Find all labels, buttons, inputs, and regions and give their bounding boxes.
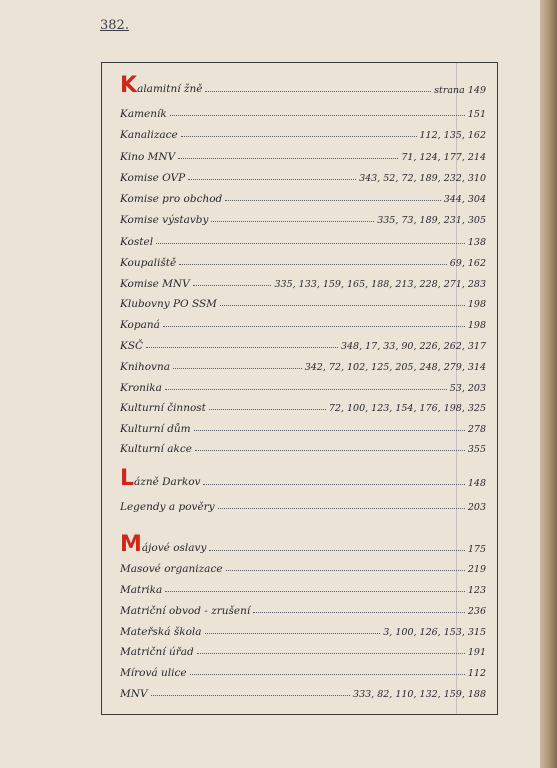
entry-pages: 342, 72, 102, 125, 205, 248, 279, 314 xyxy=(304,362,486,373)
entry-pages: 148 xyxy=(467,478,486,489)
index-entry xyxy=(120,228,486,248)
dot-leader xyxy=(197,653,465,654)
entry-term: Knihovna xyxy=(120,361,171,373)
drop-initial: K xyxy=(120,73,138,98)
drop-initial: L xyxy=(120,466,135,491)
book-binding xyxy=(540,0,557,768)
entry-pages: 343, 52, 72, 189, 232, 310 xyxy=(359,173,486,184)
entry-pages: 3, 100, 126, 153, 315 xyxy=(383,627,486,638)
dot-leader xyxy=(209,550,464,551)
entry-term: Legendy a pověry xyxy=(120,501,215,513)
entry-pages: 335, 133, 159, 165, 188, 213, 228, 271, 283 xyxy=(274,279,486,290)
entry-term: Kino MNV xyxy=(120,151,176,163)
entry-term: Kulturní dům xyxy=(120,423,191,435)
index-entry xyxy=(120,597,486,617)
entry-pages: 151 xyxy=(467,109,486,120)
dot-leader xyxy=(165,591,465,592)
entry-term: Masové organizace xyxy=(120,563,223,575)
dot-leader xyxy=(195,450,465,451)
entry-pages: 203 xyxy=(467,502,486,513)
dot-leader xyxy=(188,179,356,180)
index-entry xyxy=(120,164,486,184)
index-frame xyxy=(101,62,498,715)
entry-pages: 333, 82, 110, 132, 159, 188 xyxy=(353,689,486,700)
entry-pages: 112, 135, 162 xyxy=(419,130,486,141)
index-entry xyxy=(120,311,486,331)
index-entry xyxy=(120,374,486,394)
dot-leader xyxy=(165,389,447,390)
index-entry xyxy=(120,100,486,120)
index-entry xyxy=(120,121,486,141)
entry-term: Kulturní akce xyxy=(120,443,192,455)
entry-term: Komise MNV xyxy=(120,278,190,290)
dot-leader xyxy=(209,409,326,410)
dot-leader xyxy=(178,158,398,159)
dot-leader xyxy=(163,326,465,327)
drop-initial: M xyxy=(120,532,142,557)
entry-pages: 236 xyxy=(467,606,486,617)
index-entry xyxy=(120,415,486,435)
entry-term: Matrika xyxy=(120,584,163,596)
dot-leader xyxy=(193,285,272,286)
index-entry xyxy=(120,576,486,596)
entry-pages: 198 xyxy=(467,320,486,331)
index-entry xyxy=(120,206,486,226)
entry-term: Matriční úřad xyxy=(120,646,194,658)
index-entry xyxy=(120,290,486,310)
entry-pages: 123 xyxy=(467,585,486,596)
entry-term: alamitní žně xyxy=(137,83,203,95)
entry-term: Kameník xyxy=(120,108,167,120)
dot-leader xyxy=(179,264,447,265)
dot-leader xyxy=(205,633,381,634)
dot-leader xyxy=(194,430,465,431)
entry-pages: 191 xyxy=(467,647,486,658)
entry-term: Matriční obvod - zrušení xyxy=(120,605,251,617)
entry-term: Mírová ulice xyxy=(120,667,187,679)
entry-pages: 335, 73, 189, 231, 305 xyxy=(377,215,486,226)
index-entry xyxy=(120,185,486,205)
index-entry xyxy=(120,659,486,679)
entry-term: MNV xyxy=(120,688,148,700)
entry-term: Kostel xyxy=(120,236,154,248)
index-entry xyxy=(120,638,486,658)
dot-leader xyxy=(190,674,465,675)
dot-leader xyxy=(220,305,465,306)
index-entry xyxy=(120,73,486,98)
index-entry xyxy=(120,249,486,269)
dot-leader xyxy=(170,115,465,116)
dot-leader xyxy=(146,347,338,348)
entry-pages: 69, 162 xyxy=(449,258,486,269)
index-entry xyxy=(120,680,486,700)
entry-pages: 344, 304 xyxy=(443,194,486,205)
entry-term: ázně Darkov xyxy=(134,476,201,488)
index-entry xyxy=(120,270,486,290)
index-entry xyxy=(120,618,486,638)
entry-term: Klubovny PO SSM xyxy=(120,298,217,310)
dot-leader xyxy=(203,484,464,485)
index-entry xyxy=(120,332,486,352)
entry-term: KSČ xyxy=(120,340,144,352)
entry-term: Komise OVP xyxy=(120,172,186,184)
dot-leader xyxy=(253,612,465,613)
dot-leader xyxy=(225,200,440,201)
dot-leader xyxy=(151,695,351,696)
entry-pages: 198 xyxy=(467,299,486,310)
entry-pages: 175 xyxy=(467,544,486,555)
index-entry xyxy=(120,353,486,373)
index-entry xyxy=(120,555,486,575)
entry-pages: 278 xyxy=(467,424,486,435)
entry-term: Kulturní činnost xyxy=(120,402,206,414)
index-entry xyxy=(120,435,486,455)
entry-term: Komise výstavby xyxy=(120,214,209,226)
entry-pages: strana 149 xyxy=(434,85,486,96)
index-entry xyxy=(120,394,486,414)
entry-term: Kopaná xyxy=(120,319,160,331)
entry-term: Komise pro obchod xyxy=(120,193,223,205)
entry-term: Mateřská škola xyxy=(120,626,202,638)
index-entry xyxy=(120,532,486,557)
entry-pages: 112 xyxy=(467,668,486,679)
dot-leader xyxy=(205,91,431,92)
entry-pages: 71, 124, 177, 214 xyxy=(401,152,486,163)
entry-pages: 53, 203 xyxy=(449,383,486,394)
entry-term: Kronika xyxy=(120,382,162,394)
index-entry xyxy=(120,143,486,163)
entry-pages: 72, 100, 123, 154, 176, 198, 325 xyxy=(328,403,486,414)
dot-leader xyxy=(181,136,417,137)
entry-term: Kanalizace xyxy=(120,129,178,141)
entry-pages: 138 xyxy=(467,237,486,248)
entry-term: ájové oslavy xyxy=(141,542,207,554)
dot-leader xyxy=(156,243,465,244)
dot-leader xyxy=(226,570,465,571)
index-entry xyxy=(120,493,486,513)
entry-pages: 355 xyxy=(467,444,486,455)
entry-pages: 219 xyxy=(467,564,486,575)
page-number: 382. xyxy=(100,18,129,33)
entry-term: Koupaliště xyxy=(120,257,177,269)
dot-leader xyxy=(211,221,374,222)
dot-leader xyxy=(218,508,465,509)
dot-leader xyxy=(173,368,302,369)
entry-pages: 348, 17, 33, 90, 226, 262, 317 xyxy=(340,341,486,352)
index-entry xyxy=(120,466,486,491)
